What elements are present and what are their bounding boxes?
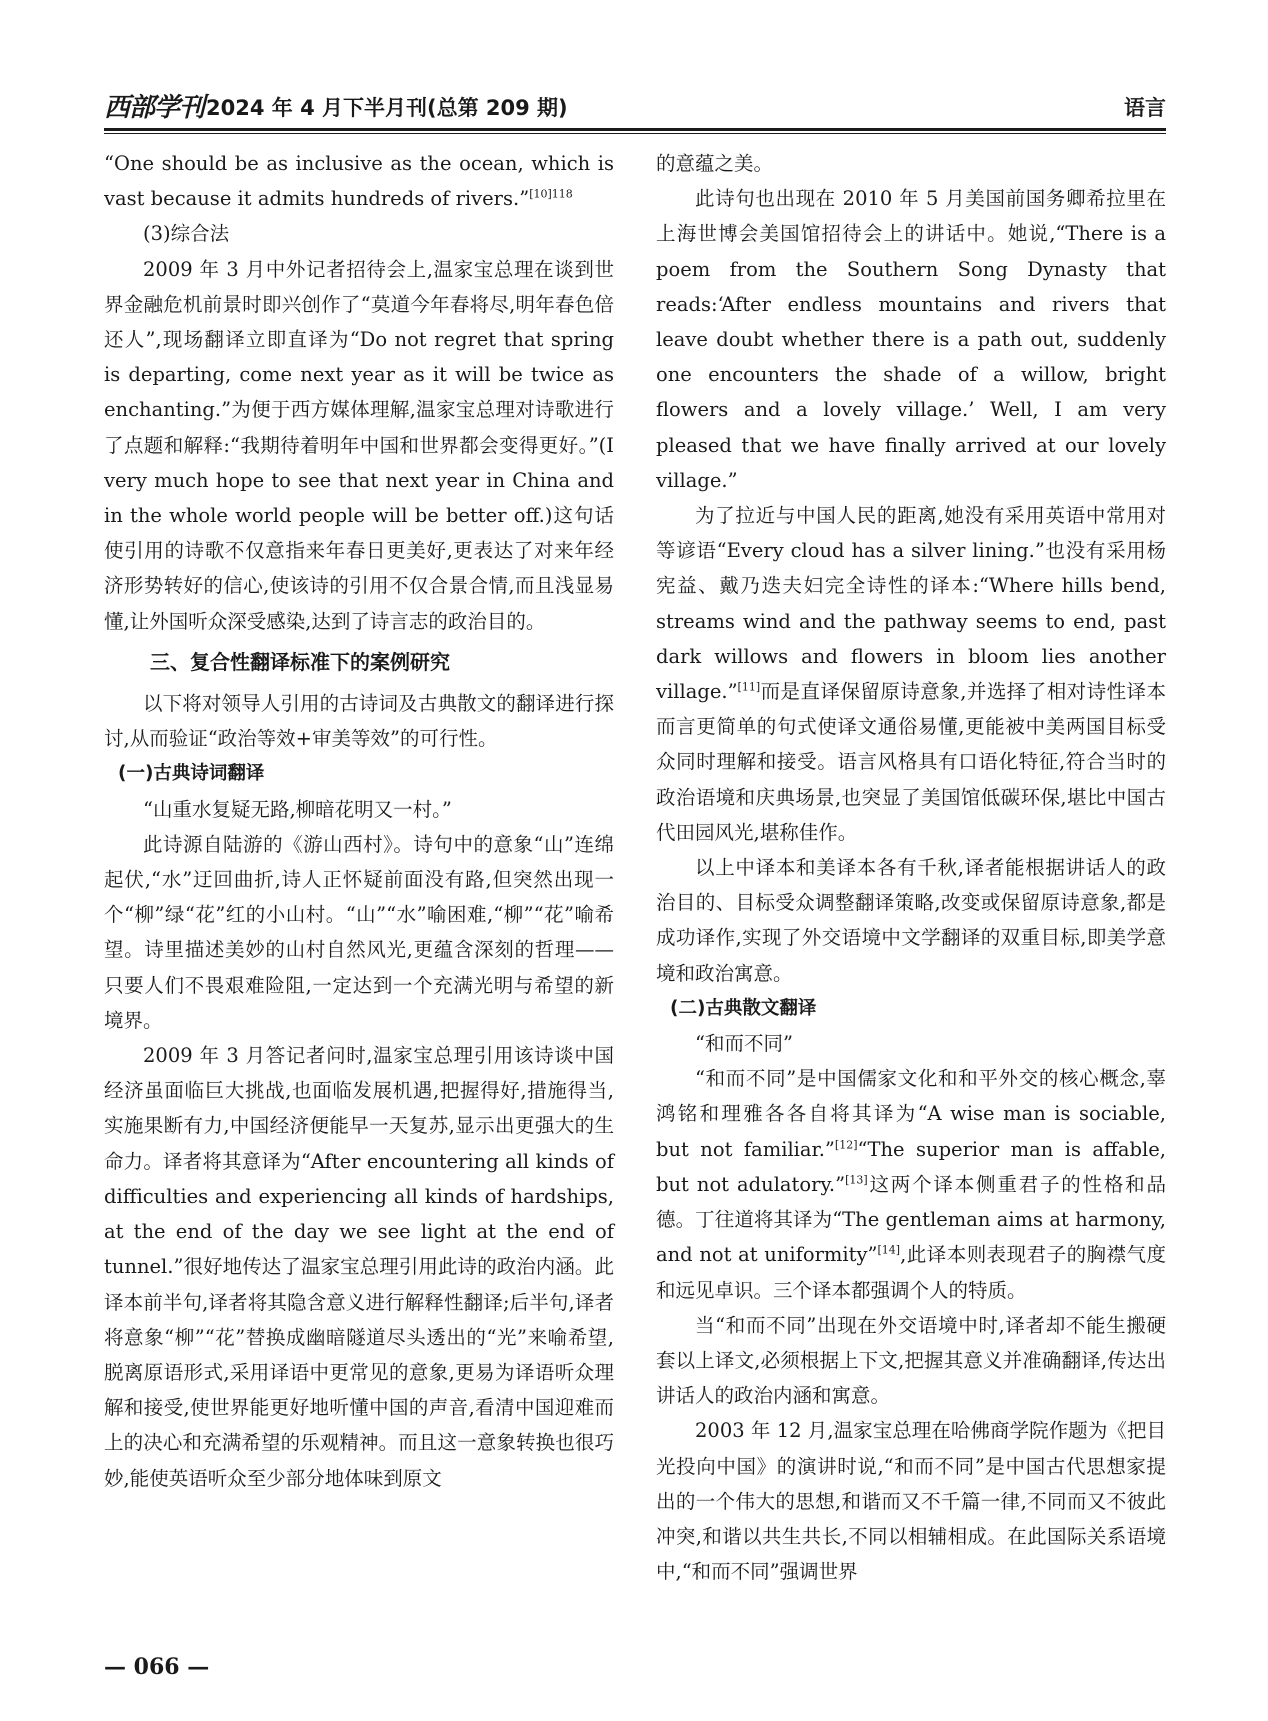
issue-info: 2024 年 4 月下半月刊(总第 209 期) [206,96,568,120]
paragraph: 当“和而不同”出现在外交语境中时,译者却不能生搬硬套以上译文,必须根据上下文,把握其意义并准确翻译,传达出讲话人的政治内涵和寓意。 [656,1313,1166,1408]
paragraph: 以下将对领导人引用的古诗词及古典散文的翻译进行探讨,从而验证“政治等效+审美等效”的可行性。 [104,692,614,751]
section-heading: 三、复合性翻译标准下的案例研究 [150,649,450,674]
paragraph: 2009 年 3 月中外记者招待会上,温家宝总理在谈到世界金融危机前景时即兴创作了“莫道今年春将尽,明年春色倍还人”,现场翻译立即直译为“Do not regret that spring is departing, come next year as it will be twice as enchanting.”为便于西方媒体理解,温家宝总理对诗歌进行了点题和解释:“我期待着明年中国和世界都会变得更好。”(I very much hope to see that next year in China and in the whole world people will be better off.)这句话使引用的诗歌不仅意指来年春日更美好,更表达了对来年经济形势转好的信心,使该诗的引用不仅合景合情,而且浅显易懂,让外国听众深受感染,达到了诗言志的政治目的。 [104,257,614,633]
quote-line: “山重水复疑无路,柳暗花明又一村。” [143,797,452,821]
quote-line: “和而不同” [695,1032,793,1056]
paragraph-text: 为了拉近与中国人民的距离,她没有采用英语中常用对等谚语“Every cloud has a silver lining.”也没有采用杨宪益、戴乃迭夫妇完全诗性的译本:“Where hills bend, streams wind and the pathway seems to end, past dark willows and flowers in bloom lies another village.” [656,504,1166,704]
paragraph-text: 而是直译保留原诗意象,并选择了相对诗性译本而言更简单的句式使译文通俗易懂,更能被中美两国目标受众同时理解和接受。语言风格具有口语化特征,符合当时的政治语境和庆典场景,也突显了美国馆低碳环保,堪比中国古代田园风光,堪称佳作。 [656,680,1166,844]
citation: [14] [877,1243,901,1257]
paragraph-text: 这两个译本侧重君子的性格和品德。丁往道将其译为“The gentleman aims at harmony, and not at uniformity” [656,1172,1166,1267]
paragraph: 的意蕴之美。 [656,152,774,175]
subsection-label: (3)综合法 [143,222,230,246]
paragraph [104,146,614,216]
subsection-heading: (二)古典散文翻译 [670,997,817,1019]
section-name: 语言 [1124,96,1166,120]
subsection-heading: (一)古典诗词翻译 [118,763,265,785]
right-column [656,146,1166,1589]
citation: [13] [845,1173,868,1187]
page-number: — 066 — [104,1654,210,1680]
paragraph: 以上中译本和美译本各有千秋,译者能根据讲话人的政治目的、目标受众调整翻译策略,改变或保留原诗意象,都是成功译作,实现了外交语境中文学翻译的双重目标,即美学意境和政治寓意。 [656,856,1166,985]
header-left [104,92,568,124]
paragraph [656,498,1166,850]
page-header [104,88,1166,124]
paragraph: 此诗源自陆游的《游山西村》。诗句中的意象“山”连绵起伏,“水”迂回曲折,诗人正怀疑前面没有路,但突然出现一个“柳”绿“花”红的小山村。“山”“水”喻困难,“柳”“花”喻希望。诗里描述美妙的山村自然风光,更蕴含深刻的哲理——只要人们不畏艰难险阻,一定达到一个充满光明与希望的新境界。 [104,832,614,1032]
left-column [104,146,614,1496]
citation: [12] [834,1138,858,1152]
paragraph: 2009 年 3 月答记者问时,温家宝总理引用该诗谈中国经济虽面临巨大挑战,也面临发展机遇,把握得好,措施得当,实施果断有力,中国经济便能早一天复苏,显示出更强大的生命力。译者将其意译为“After encountering all kinds of difficulties and experiencing all kinds of hardships, at the end of the day we see light at the end of tunnel.”很好地传达了温家宝总理引用此诗的政治内涵。此译本前半句,译者将其隐含意义进行解释性翻译;后半句,译者将意象“柳”“花”替换成幽暗隧道尽头透出的“光”来喻希望,脱离原语形式,采用译语中更常见的意象,更易为译语听众理解和接受,使世界能更好地听懂中国的声音,看清中国迎难而上的决心和充满希望的乐观精神。而且这一意象转换也很巧妙,能使英语听众至少部分地体味到原文 [104,1044,614,1490]
citation: [10]118 [529,187,573,201]
paragraph [656,1061,1166,1307]
citation: [11] [737,680,761,694]
paragraph-text: ,此译本则表现君子的胸襟气度和远见卓识。三个译本都强调个人的特质。 [656,1243,1166,1302]
journal-logo: 西部学刊 [104,93,205,123]
paragraph-text: “和而不同”是中国儒家文化和和平外交的核心概念,辜鸿铭和理雅各各自将其译为“A wise man is sociable, but not familiar.” [656,1067,1166,1161]
header-rule-thin [104,133,1166,134]
header-rule [104,128,1166,131]
paragraph: 2003 年 12 月,温家宝总理在哈佛商学院作题为《把目光投向中国》的演讲时说,“和而不同”是中国古代思想家提出的一个伟大的思想,和谐而又不千篇一律,不同而又不彼此冲突,和谐以共生共长,不同以相辅相成。在此国际关系语境中,“和而不同”强调世界 [656,1419,1166,1584]
paragraph: 此诗句也出现在 2010 年 5 月美国前国务卿希拉里在上海世博会美国馆招待会上的讲话中。她说,“There is a poem from the Southern Song Dynasty that reads:‘After endless mountains and rivers that leave doubt whether there is a path out, suddenly one encounters the shade of a willow, bright flowers and a lovely village.’ Well, I am very pleased that we have finally arrived at our lovely village.” [656,187,1166,492]
paragraph-text: “The superior man is affable, but not adulatory.” [656,1137,1166,1196]
paragraph-text: “One should be as inclusive as the ocean, which is vast because it admits hundreds of rivers.” [104,152,614,211]
